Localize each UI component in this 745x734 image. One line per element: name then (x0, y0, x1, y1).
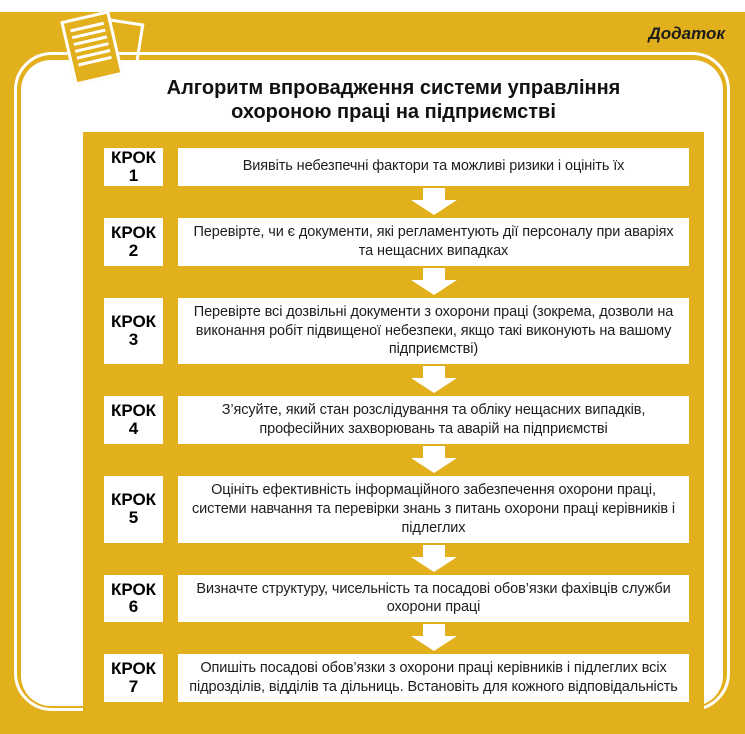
page-title-line1: Алгоритм впровадження системи управління (166, 77, 621, 99)
krok-number: 1 (128, 165, 139, 185)
arrow-down-icon (411, 366, 457, 393)
step-text-box-5 (178, 476, 689, 543)
step-row-4 (104, 396, 689, 444)
step-text: Визначте структуру, чисельність та посадові обов’язки фахівців служби охорони праці (196, 580, 671, 616)
arrow-down-icon (411, 268, 457, 295)
step-text: Опишіть посадові обов’язки з охорони праці керівників і підлеглих всіх підрозділів, відділів та дільниць. Встановіть для кожного відповідальність (189, 660, 678, 696)
arrow-row (178, 444, 689, 476)
krok-label: КРОК (110, 659, 157, 679)
krok-number: 5 (128, 508, 139, 528)
step-text: Виявіть небезпечні фактори та можливі ризики і оцініть їх (242, 158, 625, 175)
step-number-box-5 (104, 476, 163, 543)
page-title (83, 76, 704, 125)
arrow-stem (423, 624, 445, 636)
arrow-stem (423, 366, 445, 378)
step-text-box-4 (178, 396, 689, 444)
arrow-head (411, 636, 457, 651)
step-row-7 (104, 654, 689, 702)
content-card (21, 60, 723, 706)
arrow-stem (423, 545, 445, 557)
step-number-box-6 (104, 575, 163, 623)
step-row-1 (104, 148, 689, 186)
step-number-box-2 (104, 218, 163, 266)
steps-panel (83, 132, 704, 722)
arrow-stem (423, 446, 445, 458)
krok-label: КРОК (110, 401, 157, 421)
krok-number: 2 (128, 240, 139, 260)
step-text: З’ясуйте, який стан розслідування та обліку нещасних випадків, професійних захворювань та аварій на підприємстві (221, 402, 646, 438)
arrow-head (411, 200, 457, 215)
step-text-box-3 (178, 298, 689, 365)
krok-label: КРОК (110, 147, 157, 167)
appendix-label: Додаток (648, 24, 725, 43)
krok-label: КРОК (110, 579, 157, 599)
step-number-box-7 (104, 654, 163, 702)
arrow-head (411, 378, 457, 393)
krok-number: 6 (128, 597, 139, 617)
step-text-box-6 (178, 575, 689, 623)
arrow-head (411, 557, 457, 572)
step-text-box-2 (178, 218, 689, 266)
krok-label: КРОК (110, 490, 157, 510)
step-text: Перевірте всі дозвільні документи з охорони праці (зокрема, дозволи на виконання робіт підвищеної небезпеки, якщо такі виконують на вашому підприємстві) (193, 303, 674, 358)
arrow-row (178, 622, 689, 654)
krok-label: КРОК (110, 222, 157, 242)
step-text-box-1 (178, 148, 689, 186)
arrow-row (178, 266, 689, 298)
step-number-box-4 (104, 396, 163, 444)
step-text: Оцініть ефективність інформаційного забезпечення охорони праці, системи навчання та перевірки знань з питань охорони праці керівників і підлеглих (192, 482, 675, 536)
step-text: Перевірте, чи є документи, які регламентують дії персоналу при аваріях та нещасних випадках (193, 223, 674, 259)
arrow-row (178, 543, 689, 575)
step-row-6 (104, 575, 689, 623)
arrow-row (178, 364, 689, 396)
step-number-box-3 (104, 298, 163, 365)
step-row-5 (104, 476, 689, 543)
step-number-box-1 (104, 148, 163, 186)
papers-icon (60, 13, 156, 89)
krok-number: 7 (128, 677, 139, 697)
arrow-head (411, 280, 457, 295)
krok-label: КРОК (110, 312, 157, 332)
arrow-down-icon (411, 545, 457, 572)
step-row-3 (104, 298, 689, 365)
arrow-row (178, 186, 689, 218)
arrow-down-icon (411, 446, 457, 473)
step-row-2 (104, 218, 689, 266)
arrow-stem (423, 268, 445, 280)
arrow-head (411, 458, 457, 473)
arrow-down-icon (411, 188, 457, 215)
arrow-down-icon (411, 624, 457, 651)
arrow-stem (423, 188, 445, 200)
krok-number: 3 (128, 330, 139, 350)
page-title-line2: охороною праці на підприємстві (231, 101, 556, 124)
krok-number: 4 (128, 419, 139, 439)
step-text-box-7 (178, 654, 689, 702)
